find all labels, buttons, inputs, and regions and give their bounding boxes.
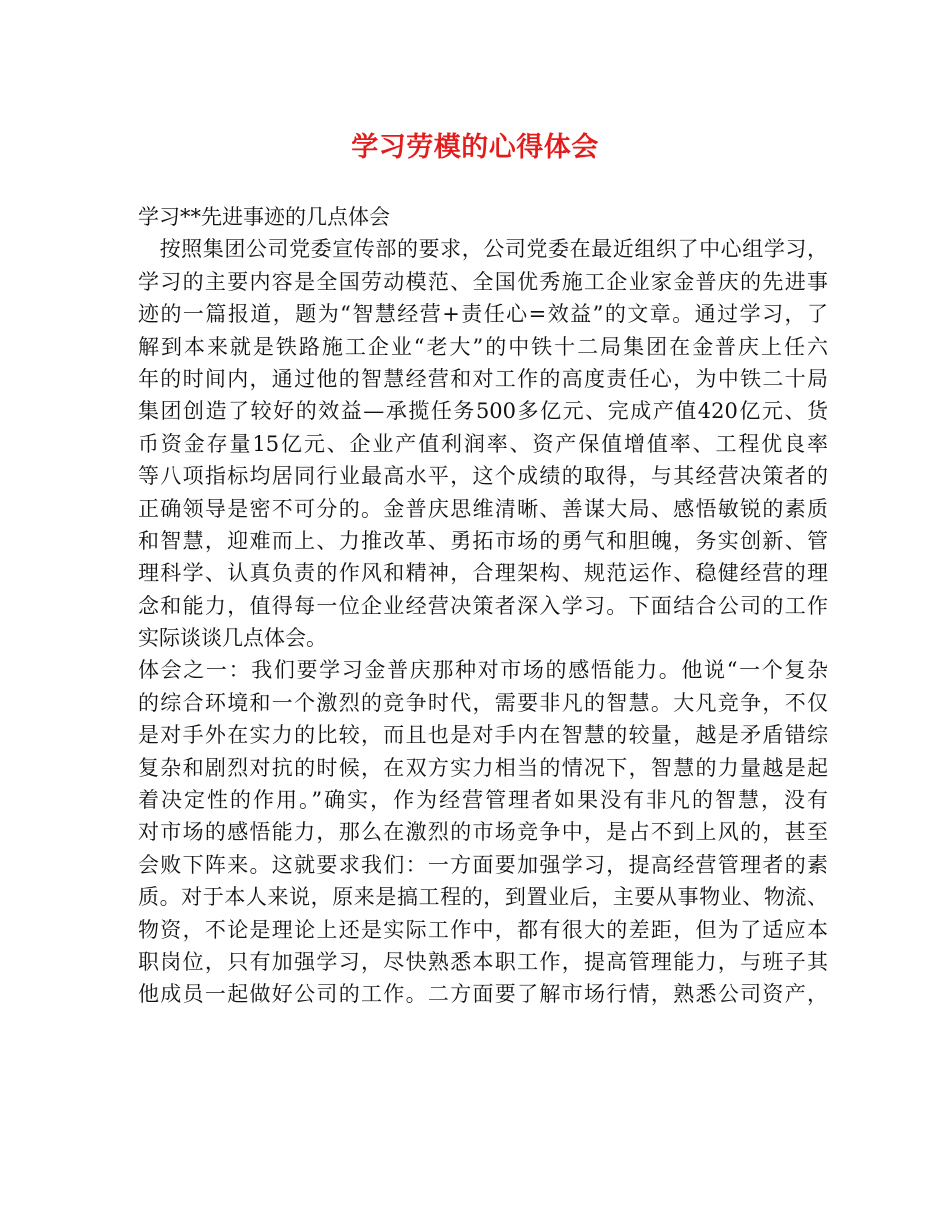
document-body — [138, 201, 828, 1011]
paragraph-line: 集团创造了较好的效益—承揽任务500多亿元、完成产值420亿元、货 — [138, 399, 828, 424]
paragraph-line: 解到本来就是铁路施工企业“老大”的中铁十二局集团在金普庆上任六 — [138, 334, 828, 359]
paragraph-line: 正确领导是密不可分的。金普庆思维清晰、善谋大局、感悟敏锐的素质 — [138, 496, 828, 521]
paragraph-line: 迹的一篇报道，题为“智慧经营+责任心=效益”的文章。通过学习，了 — [138, 302, 828, 327]
paragraph-line: 着决定性的作用。”确实，作为经营管理者如果没有非凡的智慧，没有 — [138, 788, 828, 813]
document-title: 学习劳模的心得体会 — [351, 132, 599, 163]
paragraph-line: 职岗位，只有加强学习，尽快熟悉本职工作，提高管理能力，与班子其 — [138, 949, 828, 974]
paragraph-line: 他成员一起做好公司的工作。二方面要了解市场行情，熟悉公司资产， — [138, 982, 828, 1007]
paragraph-line: 学习**先进事迹的几点体会 — [138, 205, 390, 229]
paragraph-line: 和智慧，迎难而上、力推改革、勇拓市场的勇气和胆魄，务实创新、管 — [138, 528, 828, 553]
paragraph-line: 对市场的感悟能力，那么在激烈的市场竞争中，是占不到上风的，甚至 — [138, 820, 828, 845]
paragraph-line: 币资金存量15亿元、企业产值利润率、资产保值增值率、工程优良率 — [138, 431, 828, 456]
paragraph-line: 念和能力，值得每一位企业经营决策者深入学习。下面结合公司的工作 — [138, 593, 828, 618]
paragraph-line: 会败下阵来。这就要求我们：一方面要加强学习，提高经营管理者的素 — [138, 852, 828, 877]
paragraph-line: 的综合环境和一个激烈的竞争时代，需要非凡的智慧。大凡竞争，不仅 — [138, 690, 828, 715]
paragraph-line: 实际谈谈几点体会。 — [138, 626, 327, 651]
paragraph-line: 复杂和剧烈对抗的时候，在双方实力相当的情况下，智慧的力量越是起 — [138, 755, 828, 780]
paragraph-line: 学习的主要内容是全国劳动模范、全国优秀施工企业家金普庆的先进事 — [138, 269, 828, 294]
paragraph-line: 是对手外在实力的比较，而且也是对手内在智慧的较量，越是矛盾错综 — [138, 723, 828, 748]
paragraph-line: 按照集团公司党委宣传部的要求，公司党委在最近组织了中心组学习， — [138, 237, 828, 262]
paragraph-line: 质。对于本人来说，原来是搞工程的，到置业后，主要从事物业、物流、 — [138, 885, 828, 910]
paragraph-line: 等八项指标均居同行业最高水平，这个成绩的取得，与其经营决策者的 — [138, 464, 828, 489]
paragraph-line: 年的时间内，通过他的智慧经营和对工作的高度责任心，为中铁二十局 — [138, 366, 828, 391]
paragraph-line: 理科学、认真负责的作风和精神，合理架构、规范运作、稳健经营的理 — [138, 561, 828, 586]
paragraph-line: 物资，不论是理论上还是实际工作中，都有很大的差距，但为了适应本 — [138, 917, 828, 942]
paragraph-line: 体会之一：我们要学习金普庆那种对市场的感悟能力。他说“一个复杂 — [138, 658, 828, 683]
